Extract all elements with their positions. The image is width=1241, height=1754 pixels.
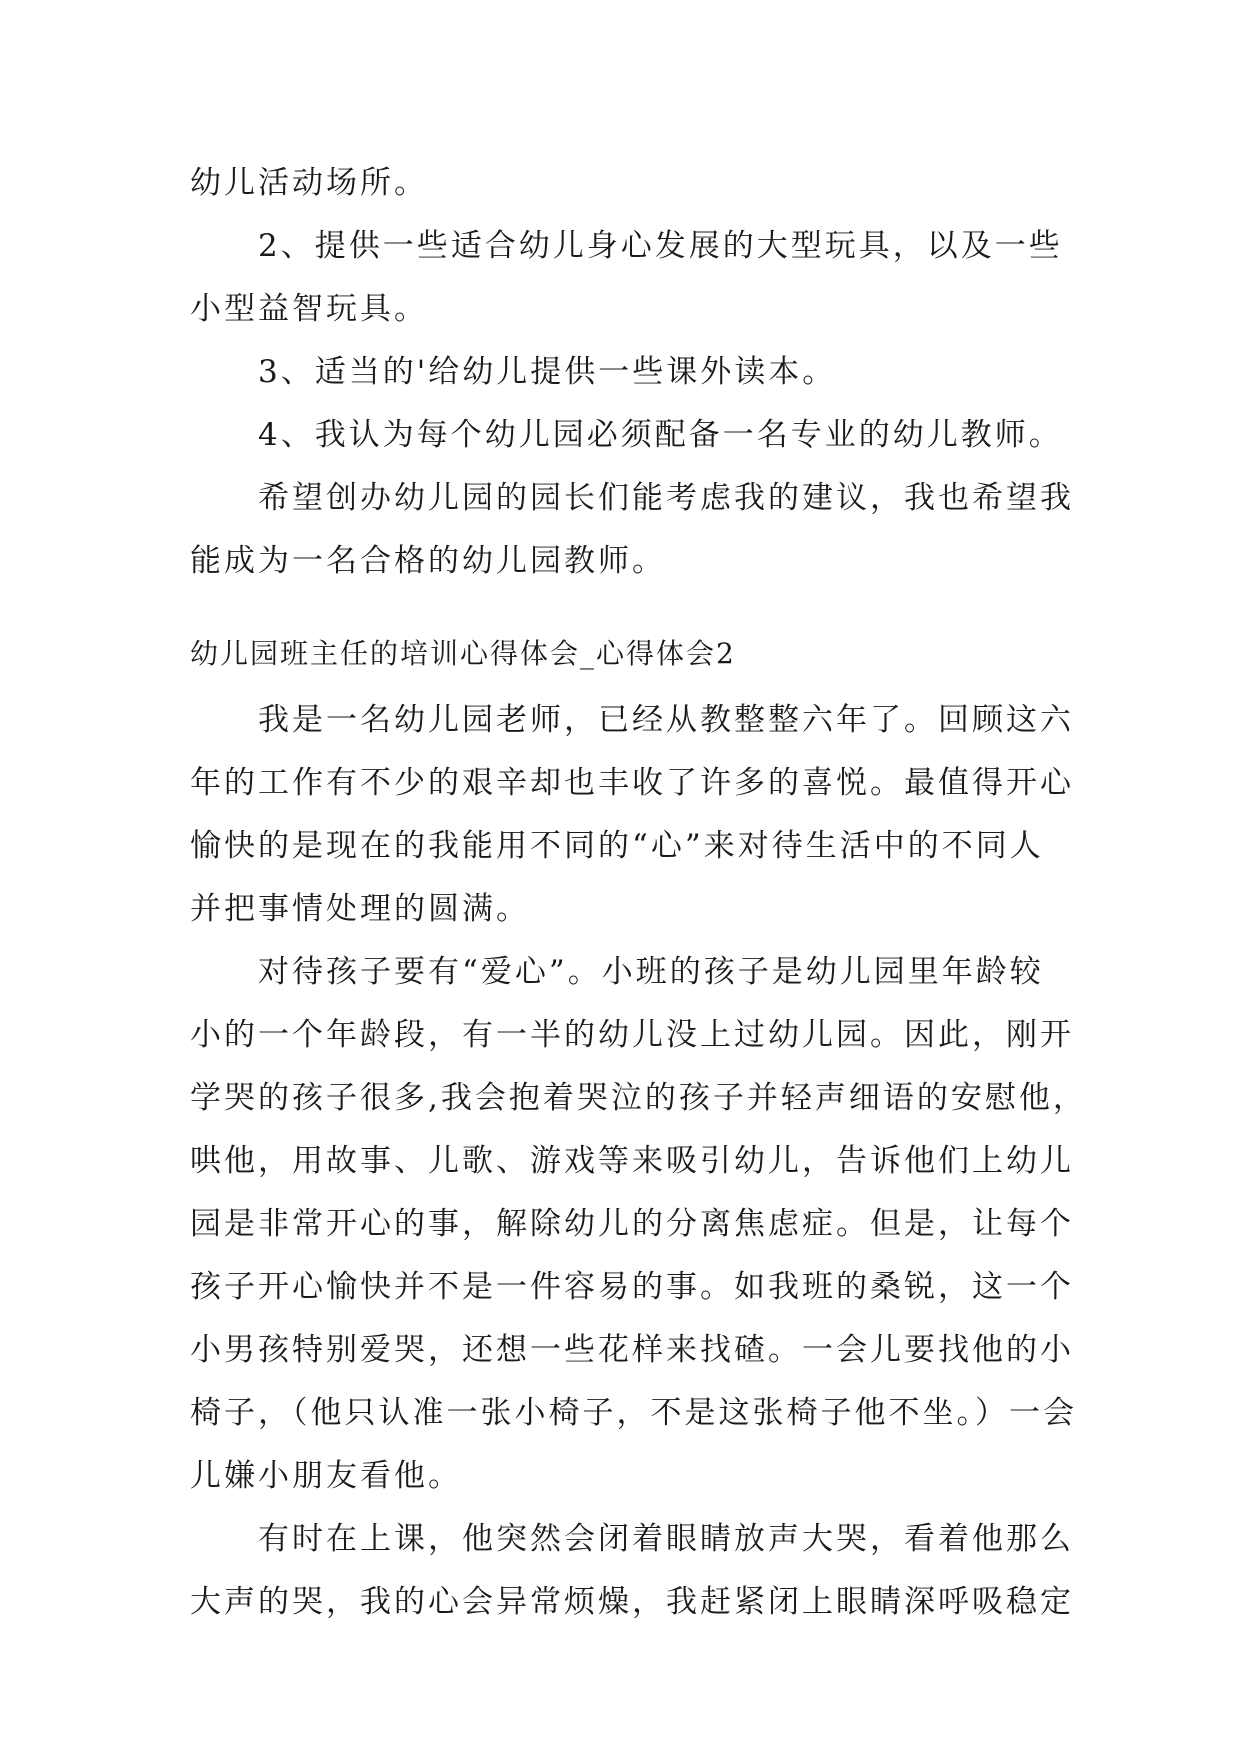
paragraph-line: 哄他，用故事、儿歌、游戏等来吸引幼儿，告诉他们上幼儿 xyxy=(190,1143,1074,1179)
paragraph-line: 椅子，（他只认准一张小椅子，不是这张椅子他不坐。）一会 xyxy=(190,1395,1077,1431)
paragraph-line: 幼儿活动场所。 xyxy=(190,165,428,201)
paragraph-line: 我是一名幼儿园老师，已经从教整整六年了。回顾这六 xyxy=(258,702,1074,738)
document-body xyxy=(190,152,1087,1634)
paragraph-line: 小型益智玩具。 xyxy=(190,291,428,327)
paragraph-line: 小男孩特别爱哭，还想一些花样来找碴。一会儿要找他的小 xyxy=(190,1332,1074,1368)
paragraph-line: 有时在上课，他突然会闭着眼睛放声大哭，看着他那么 xyxy=(258,1521,1074,1557)
section-gap xyxy=(190,593,1052,619)
paragraph-line: 园是非常开心的事，解除幼儿的分离焦虑症。但是，让每个 xyxy=(190,1206,1074,1242)
paragraph-line: 孩子开心愉快并不是一件容易的事。如我班的桑锐，这一个 xyxy=(190,1269,1074,1305)
paragraph-line: 儿嫌小朋友看他。 xyxy=(190,1458,462,1494)
paragraph-line: 能成为一名合格的幼儿园教师。 xyxy=(190,543,666,579)
paragraph-line: 希望创办幼儿园的园长们能考虑我的建议，我也希望我 xyxy=(258,480,1074,516)
paragraph-line: 小的一个年龄段，有一半的幼儿没上过幼儿园。因此，刚开 xyxy=(190,1017,1074,1053)
paragraph-line: 4、我认为每个幼儿园必须配备一名专业的幼儿教师。 xyxy=(258,417,1063,453)
paragraph-line: 学哭的孩子很多,我会抱着哭泣的孩子并轻声细语的安慰他， xyxy=(190,1080,1087,1116)
paragraph-line: 大声的哭，我的心会异常烦燥，我赶紧闭上眼睛深呼吸稳定 xyxy=(190,1584,1074,1620)
paragraph-line: 2、提供一些适合幼儿身心发展的大型玩具，以及一些 xyxy=(258,228,1063,264)
paragraph-line: 并把事情处理的圆满。 xyxy=(190,891,530,927)
paragraph-line: 对待孩子要有“爱心”。小班的孩子是幼儿园里年龄较 xyxy=(258,954,1044,990)
paragraph-line: 愉快的是现在的我能用不同的“心”来对待生活中的不同人 xyxy=(190,828,1044,864)
section-heading: 幼儿园班主任的培训心得体会_心得体会2 xyxy=(190,637,736,670)
paragraph-line: 年的工作有不少的艰辛却也丰收了许多的喜悦。最值得开心 xyxy=(190,765,1074,801)
paragraph-line: 3、适当的'给幼儿提供一些课外读本。 xyxy=(258,354,837,390)
